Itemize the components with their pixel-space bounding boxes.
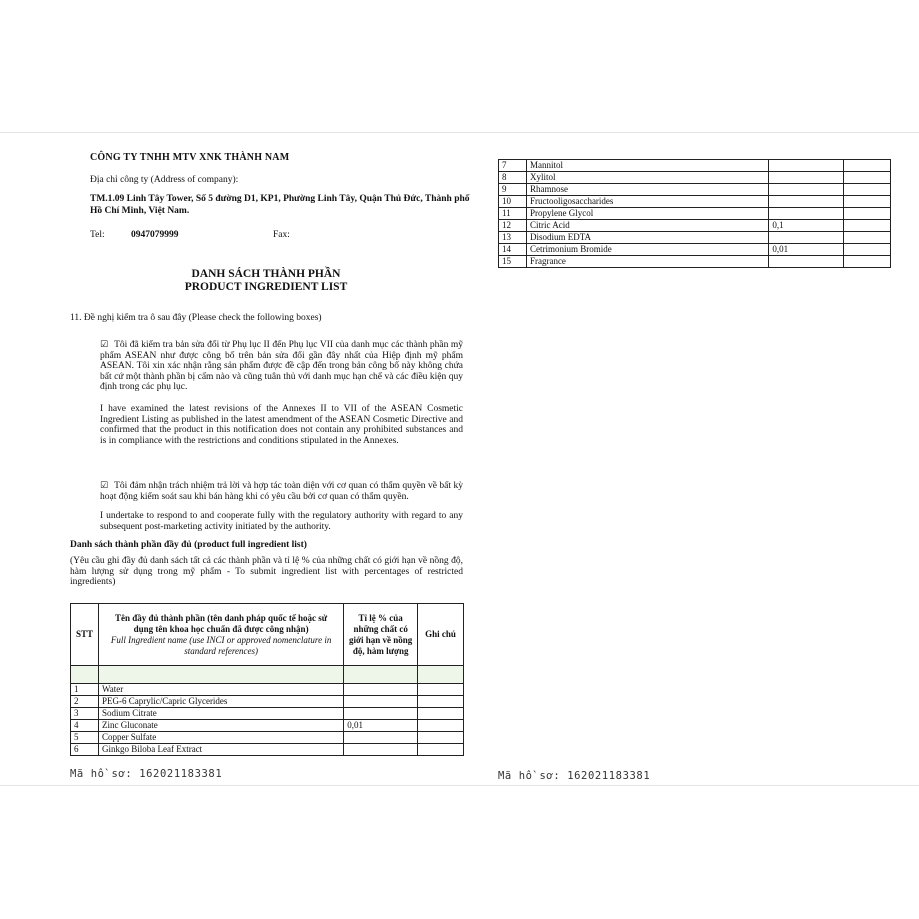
ingredient-note (844, 196, 891, 208)
ingredient-percent (769, 184, 844, 196)
ingredient-percent (769, 208, 844, 220)
record-code-right: Mã hồ sơ: 162021183381 (498, 770, 651, 782)
declaration-1-en: I have examined the latest revisions of the Annexes II to VII of the ASEAN Cosmetic Ingredient Listing as published in the latest amendment of the ASEAN Cosmetic Directive and confirmed that the product in this notification does not contain any prohibited substances and is in compliance with the restrictions and conditions stipulated in the Annexes. (100, 404, 463, 446)
ingredient-note (844, 220, 891, 232)
ingredient-name: Cetrimonium Bromide (526, 244, 768, 256)
ingredient-percent (344, 744, 418, 756)
ingredient-note (418, 684, 464, 696)
table-row (71, 708, 464, 720)
ingredient-name: Disodium EDTA (526, 232, 768, 244)
full-list-note: (Yêu cầu ghi đầy đủ danh sách tất cả các thành phần và tỉ lệ % của những chất có giới hạn về nồng độ, hàm lượng sử dụng trong mỹ phẩm - To submit ingredient list with percentages of restricted ingredients) (70, 556, 463, 588)
row-number: 5 (71, 732, 99, 744)
ingredient-name: Copper Sulfate (98, 732, 343, 744)
table-row (499, 196, 891, 208)
declaration-1-vi-text: Tôi đã kiểm tra bản sửa đổi từ Phụ lục II đến Phụ lục VII của danh mục các thành phần mỹ phẩm ASEAN như được công bố trên bản sửa đổi gần đây nhất của Hiệp định mỹ phẩm ASEAN. Tôi xin xác nhận rằng sản phẩm được đề cập đến trong bản công bố này không chứa bất cứ một thành phần bị cấm nào và cũng tuân thủ với danh mục hạn chế và các điều kiện quy định trong các phụ lục. (100, 340, 463, 393)
header-name-en: Full Ingredient name (use INCI or approved nomenclature in standard references) (110, 634, 332, 656)
row-number: 14 (499, 244, 527, 256)
row-number: 12 (499, 220, 527, 232)
ingredient-note (418, 744, 464, 756)
row-number: 9 (499, 184, 527, 196)
ingredient-name: Mannitol (526, 160, 768, 172)
company-name: CÔNG TY TNHH MTV XNK THÀNH NAM (90, 152, 290, 163)
ingredient-note (844, 172, 891, 184)
ingredient-name: Propylene Glycol (526, 208, 768, 220)
ingredient-note (844, 208, 891, 220)
header-note: Ghi chú (418, 604, 464, 666)
ingredient-name: Fructooligosaccharides (526, 196, 768, 208)
table-row (71, 744, 464, 756)
table-row (499, 244, 891, 256)
row-number: 6 (71, 744, 99, 756)
row-number: 2 (71, 696, 99, 708)
table-row (499, 256, 891, 268)
checkbox-checked-icon: ☑ (100, 340, 109, 350)
table-row (499, 160, 891, 172)
row-number: 1 (71, 684, 99, 696)
ingredient-percent: 0,01 (769, 244, 844, 256)
table-row (499, 220, 891, 232)
row-number: 7 (499, 160, 527, 172)
title-vi: DANH SÁCH THÀNH PHẦN (191, 268, 341, 280)
section-11-heading: 11. Đề nghị kiểm tra ô sau đây (Please check the following boxes) (70, 313, 322, 323)
document-title (150, 268, 382, 294)
declaration-2-vi-text: Tôi đảm nhận trách nhiệm trả lời và hợp tác toàn diện với cơ quan có thẩm quyền về bất kỳ hoạt động kiểm soát sau khi bán hàng khi có yêu cầu bởi cơ quan có thẩm quyền. (100, 481, 463, 502)
header-ratio: Tỉ lệ % của những chất có giới hạn về nồng độ, hàm lượng (344, 604, 418, 666)
ingredient-note (844, 160, 891, 172)
ingredient-percent (344, 708, 418, 720)
row-number: 4 (71, 720, 99, 732)
ingredient-percent (344, 684, 418, 696)
tel-value: 0947079999 (131, 230, 179, 240)
table-row (499, 184, 891, 196)
ingredient-note (844, 184, 891, 196)
ingredient-table-left (70, 603, 464, 756)
row-number: 8 (499, 172, 527, 184)
table-row (71, 732, 464, 744)
address-label: Địa chỉ công ty (Address of company): (90, 175, 239, 185)
declaration-2-en: I undertake to respond to and cooperate fully with the regulatory authority with regard to any subsequent post-marketing activity initiated by the authority. (100, 511, 463, 532)
declaration-1-vi (100, 340, 463, 393)
header-name (98, 604, 343, 666)
ingredient-note (418, 696, 464, 708)
row-number: 15 (499, 256, 527, 268)
table-row (499, 208, 891, 220)
title-en: PRODUCT INGREDIENT LIST (184, 281, 348, 293)
ingredient-name: Sodium Citrate (98, 708, 343, 720)
ingredient-percent (769, 256, 844, 268)
ingredient-note (844, 256, 891, 268)
ingredient-name: Water (98, 684, 343, 696)
header-stt: STT (71, 604, 99, 666)
ingredient-percent (769, 172, 844, 184)
ingredient-percent: 0,1 (769, 220, 844, 232)
row-number: 10 (499, 196, 527, 208)
checkbox-checked-icon: ☑ (100, 481, 109, 491)
ingredient-table-right (498, 159, 891, 268)
ingredient-name: Fragrance (526, 256, 768, 268)
row-number: 3 (71, 708, 99, 720)
ingredient-note (418, 708, 464, 720)
table-spacer-row (71, 666, 464, 684)
ingredient-name: Zinc Gluconate (98, 720, 343, 732)
ingredient-note (418, 720, 464, 732)
full-list-title: Danh sách thành phần đầy đủ (product full ingredient list) (70, 540, 307, 550)
record-code-left: Mã hồ sơ: 162021183381 (70, 768, 223, 780)
header-name-vi: Tên đầy đủ thành phần (tên danh pháp quốc tế hoặc sử dụng tên khoa học chuẩn đã được công nhận) (114, 612, 328, 634)
table-row (71, 696, 464, 708)
ingredient-name: PEG-6 Caprylic/Capric Glycerides (98, 696, 343, 708)
ingredient-percent: 0,01 (344, 720, 418, 732)
company-address: TM.1.09 Linh Tây Tower, Số 5 đường D1, KP1, Phường Linh Tây, Quận Thủ Đức, Thành phố Hồ Chí Minh, Việt Nam. (90, 194, 470, 216)
row-number: 13 (499, 232, 527, 244)
ingredient-name: Citric Acid (526, 220, 768, 232)
ingredient-percent (344, 732, 418, 744)
ingredient-percent (344, 696, 418, 708)
tel-label: Tel: (90, 230, 105, 240)
ingredient-note (844, 232, 891, 244)
table-row (499, 172, 891, 184)
ingredient-note (418, 732, 464, 744)
ingredient-percent (769, 160, 844, 172)
declaration-2-vi (100, 481, 463, 502)
table-row (71, 684, 464, 696)
table-row (71, 720, 464, 732)
row-number: 11 (499, 208, 527, 220)
ingredient-name: Rhamnose (526, 184, 768, 196)
ingredient-percent (769, 196, 844, 208)
table-row (499, 232, 891, 244)
ingredient-name: Xylitol (526, 172, 768, 184)
fax-label: Fax: (273, 230, 290, 240)
ingredient-name: Ginkgo Biloba Leaf Extract (98, 744, 343, 756)
ingredient-note (844, 244, 891, 256)
ingredient-percent (769, 232, 844, 244)
